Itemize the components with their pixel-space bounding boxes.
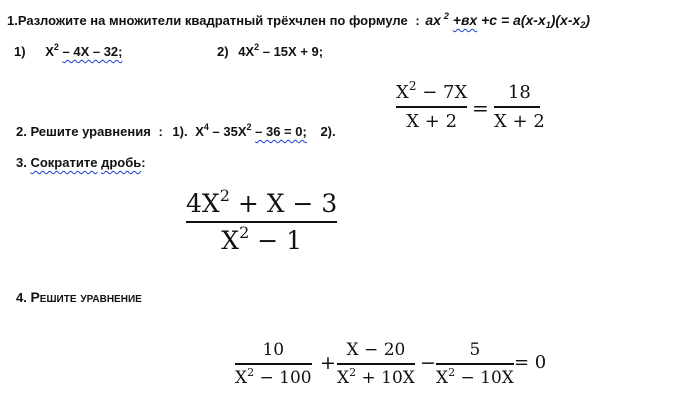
task2-equals-sign: =: [472, 96, 489, 120]
item2-rest: – 15X + 9;: [262, 44, 324, 59]
formula-sub2: 2: [580, 20, 586, 30]
task4-f2-bar: [337, 363, 415, 365]
item1-exp: 2: [53, 42, 59, 52]
task3-number: 3.: [16, 155, 27, 170]
task4-f3-bar: [436, 363, 514, 365]
task1-formula: [425, 12, 590, 28]
task2-heading: [16, 124, 336, 139]
task4-f1-denominator: $X^2 - 100$: [235, 365, 312, 388]
task3-numerator: $4X^2 + X - 3$: [186, 186, 338, 218]
formula-b-term: +вx: [452, 12, 478, 28]
task3-word1: Сократите: [30, 155, 98, 170]
task4-f3-numerator: 5: [469, 340, 481, 360]
task3-word2: дробь: [101, 155, 142, 170]
task3-fraction-bar: [186, 221, 337, 223]
task2-right-bar: [494, 106, 540, 108]
task2-right-numerator: 18: [507, 82, 531, 103]
task4-f2-numerator: X − 20: [346, 340, 406, 360]
task2-eq-exp4: 4: [203, 122, 209, 132]
task1-item2: [217, 44, 323, 59]
task2-left-numerator: $X^2 - 7X$: [396, 79, 468, 103]
item2-exp: 2: [254, 42, 260, 52]
item2-term-a: 4X: [238, 44, 255, 59]
formula-factor2: )(x-x: [550, 12, 581, 28]
task2-part2-number: 2).: [320, 124, 336, 139]
task1-heading: [7, 12, 590, 28]
item2-number: 2): [217, 44, 229, 59]
task4-fraction2: [337, 340, 415, 388]
task2-title: 2. Решите уравнения: [16, 124, 151, 139]
task4-minus-sign: −: [420, 352, 436, 374]
item1-term-a: X: [45, 44, 54, 59]
task2-eq-35x: – 35X: [212, 124, 247, 139]
task4-title: Решите уравнение: [30, 289, 142, 305]
task4-plus-sign: +: [320, 352, 336, 374]
task2-eq-x: X: [195, 124, 204, 139]
item1-number: 1): [14, 44, 26, 59]
task4-number: 4.: [16, 290, 27, 305]
task3-denominator: $X^2 - 1$: [221, 223, 303, 255]
formula-end: ): [585, 12, 590, 28]
task4-fraction1: [235, 340, 312, 388]
task2-left-bar: [396, 106, 467, 108]
formula-sub1: 1: [545, 20, 551, 30]
task1-colon: :: [415, 13, 420, 28]
task1-item1: [14, 44, 123, 59]
task2-right-denominator: X + 2: [494, 110, 545, 132]
formula-c-term: +c: [481, 12, 498, 28]
task4-heading: [16, 289, 142, 305]
item1-rest: – 4X – 32;: [62, 44, 123, 59]
task2-left-denominator: X + 2: [406, 110, 458, 132]
task2-part1-number: 1).: [172, 124, 188, 139]
task4-f1-bar: [235, 363, 312, 365]
task2-colon: :: [158, 124, 163, 139]
task2-eq-rest: – 36 = 0;: [255, 124, 307, 139]
formula-lead: ax: [425, 12, 441, 28]
task3-fraction: [186, 186, 338, 255]
task2-right-fraction: [494, 82, 545, 132]
task4-rhs: = 0: [514, 352, 547, 373]
task4-f1-numerator: 10: [262, 340, 285, 360]
task4-f2-denominator: $X^2 + 10X$: [337, 365, 415, 388]
task2-eq-exp2: 2: [246, 122, 252, 132]
formula-factor1: = a(x-x: [500, 12, 546, 28]
formula-lead-exp: 2: [443, 11, 449, 21]
task1-title: 1.Разложите на множители квадратный трёхчлен по формуле: [7, 13, 408, 28]
task4-f3-denominator: $X^2 - 10X$: [436, 365, 514, 388]
task3-heading: [16, 155, 146, 170]
task2-left-fraction: [396, 79, 468, 132]
task3-colon: :: [141, 155, 146, 170]
task4-fraction3: [436, 340, 514, 388]
